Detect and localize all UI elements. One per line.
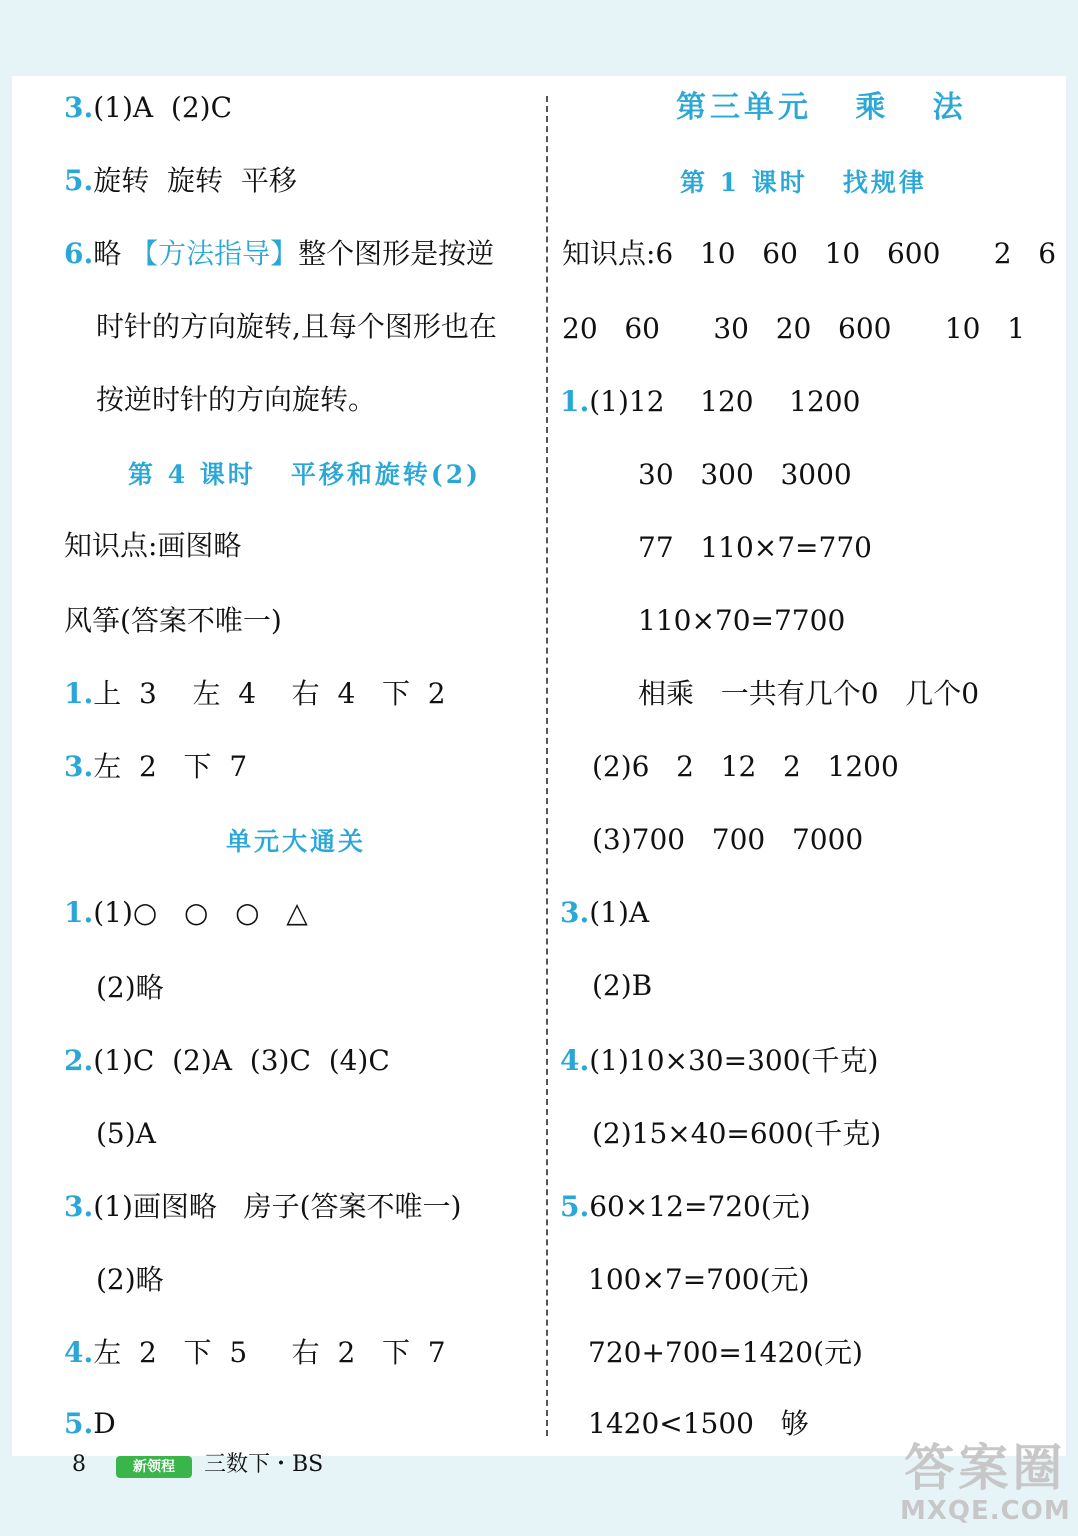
watermark-url: MXQE.COM [900, 1496, 1071, 1526]
lesson-title: 第 1 课时 找规律 [680, 168, 927, 197]
section-unit-test: 单元大通关 [226, 827, 367, 856]
brand-badge: 新领程 [116, 1456, 192, 1478]
method-guide-label: 【方法指导】 [130, 237, 299, 270]
right-line-14: 5.60×12=720(元) [560, 1190, 811, 1223]
right-line-2: 20 60 30 20 600 10 1 [562, 312, 1026, 345]
right-line-15: 100×7=700(元) [588, 1263, 810, 1296]
right-line-4: 30 300 3000 [638, 458, 852, 491]
left-line-8: 1.上 3 左 4 右 4 下 2 [64, 677, 446, 710]
left-line-17: 5.D [64, 1407, 116, 1440]
right-line-10: 3.(1)A [560, 896, 650, 929]
left-line-10: 1.(1)○ ○ ○ △ [64, 896, 308, 929]
right-line-16: 720+700=1420(元) [588, 1336, 863, 1369]
left-line-7: 风筝(答案不唯一) [64, 604, 282, 637]
left-line-6: 知识点:画图略 [64, 529, 242, 562]
left-line-2: 5.旋转 旋转 平移 [64, 164, 297, 197]
left-line-9: 3.左 2 下 7 [64, 750, 248, 783]
right-line-5: 77 110×7=770 [638, 531, 872, 564]
subject-label: 三数下・BS [204, 1452, 324, 1477]
watermark-logo [900, 1440, 1071, 1526]
left-line-14: 3.(1)画图略 房子(答案不唯一) [64, 1190, 462, 1223]
right-line-12: 4.(1)10×30=300(千克) [560, 1044, 879, 1077]
right-line-17: 1420<1500 够 [588, 1407, 809, 1440]
page-number: 8 [72, 1452, 86, 1477]
right-line-9: (3)700 700 7000 [592, 823, 864, 856]
left-line-4: 时针的方向旋转,且每个图形也在 [96, 310, 497, 343]
right-line-7: 相乘 一共有几个0 几个0 [638, 677, 980, 710]
left-line-16: 4.左 2 下 5 右 2 下 7 [64, 1336, 446, 1369]
left-line-13: (5)A [96, 1117, 156, 1150]
right-line-13: (2)15×40=600(千克) [592, 1117, 882, 1150]
left-line-1: 3.(1)A (2)C [64, 91, 233, 124]
section-lesson-4: 第 4 课时 平移和旋转(2) [128, 460, 481, 489]
right-line-8: (2)6 2 12 2 1200 [592, 750, 899, 783]
right-line-1: 知识点:6 10 60 10 600 2 6 [562, 237, 1057, 270]
left-line-3: 6.略 【方法指导】整个图形是按逆 [64, 237, 495, 270]
left-line-5: 按逆时针的方向旋转。 [96, 383, 377, 416]
watermark-title: 答案圈 [904, 1439, 1067, 1497]
left-line-12: 2.(1)C (2)A (3)C (4)C [64, 1044, 390, 1077]
right-line-3: 1.(1)12 120 1200 [560, 385, 861, 418]
right-line-6: 110×70=7700 [638, 604, 846, 637]
column-divider [546, 96, 548, 1436]
left-line-11: (2)略 [96, 971, 164, 1004]
right-line-11: (2)B [592, 969, 653, 1002]
left-line-15: (2)略 [96, 1263, 164, 1296]
unit-title: 第三单元 乘 法 [676, 90, 967, 125]
